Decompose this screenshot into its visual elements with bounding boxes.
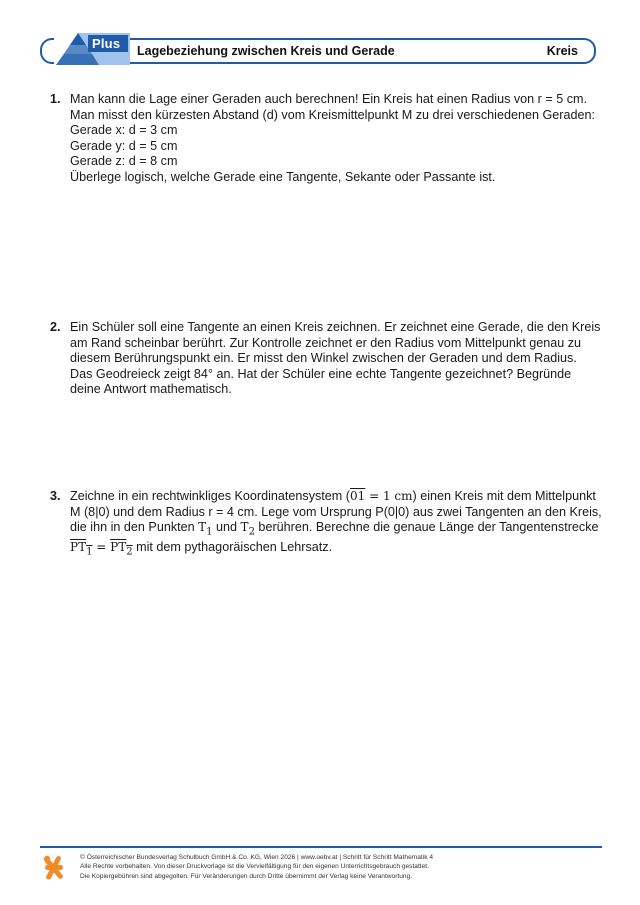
point-t2: $T_2$ (240, 520, 255, 538)
footer-line: Alle Rechte vorbehalten. Von dieser Druckvorlage ist die Vervielfältigung für den eigenen Unterrichtsgebrauch gestattet. (80, 863, 429, 871)
topic-label: Kreis (546, 44, 578, 58)
task-line: Gerade x: d = 3 cm (70, 123, 178, 138)
task-line: Man kann die Lage einer Geraden auch berechnen! Ein Kreis hat einen Radius von r = 5 cm. (70, 92, 588, 106)
task-line: Man misst den kürzesten Abstand (d) vom Kreismittelpunkt M zu drei verschiedenen Geraden: (70, 107, 595, 122)
task-3 (50, 489, 602, 560)
page-title: Lagebeziehung zwischen Kreis und Gerade (137, 44, 395, 58)
task-1 (50, 92, 602, 186)
segment-pt2: $PT_2$ (110, 540, 133, 558)
point-t1: $T_1$ (198, 520, 213, 538)
task-number: 3. (50, 489, 61, 503)
unit-segment: 01 (350, 489, 366, 503)
task-line: Gerade y: d = 5 cm (70, 138, 178, 153)
task-text: Zeichne in ein rechtwinkliges Koordinatensystem (01 = 1 cm) einen Kreis mit dem Mittelpunkt M (8|0) und dem Radius r = 4 cm. Lege vom Ursprung P(0|0) aus zwei Tangenten an den Kreis, die ihn in den Punkten $T_1$ und $T_2$ berühren. Berechne die genaue Länge der Tangentenstrecke $PT_1 = PT_2$ mit dem pythagoräischen Lehrsatz. (70, 489, 602, 558)
task-line: Gerade z: d = 8 cm (70, 154, 178, 169)
publisher-logo-icon (40, 853, 68, 883)
task-line: Überlege logisch, welche Gerade eine Tangente, Sekante oder Passante ist. (70, 169, 496, 184)
task-text: Ein Schüler soll eine Tangente an einen Kreis zeichnen. Er zeichnet eine Gerade, die den Kreis am Rand scheinbar berührt. Zur Kontrolle zeichnet er den Radius vom Mittelpunkt genau zu diesem Berührungspunkt ein. Er misst den Winkel zwischen der Geraden und dem Radius. Das Geodreieck zeigt 84° an. Hat der Schüler eine echte Tangente gezeichnet? Begründe deine Antwort mathematisch. (70, 320, 601, 397)
footer-divider (40, 846, 602, 848)
footer-line: © Österreichischer Bundesverlag Schulbuch GmbH & Co. KG, Wien 2026 | www.oebv.at | Schritt für Schritt Mathematik 4 (80, 854, 434, 861)
task-number: 1. (50, 92, 61, 106)
segment-pt1: $PT_1$ = (70, 540, 111, 558)
logo-plus-label: Plus (92, 36, 121, 51)
footer-line: Die Kopiergebühren sind abgegolten. Für Veränderungen durch Dritte übernimmt der Verlag keine Verantwortung. (80, 872, 413, 880)
task-number: 2. (50, 320, 61, 334)
task-2 (50, 320, 602, 398)
footer-copyright (80, 853, 433, 881)
